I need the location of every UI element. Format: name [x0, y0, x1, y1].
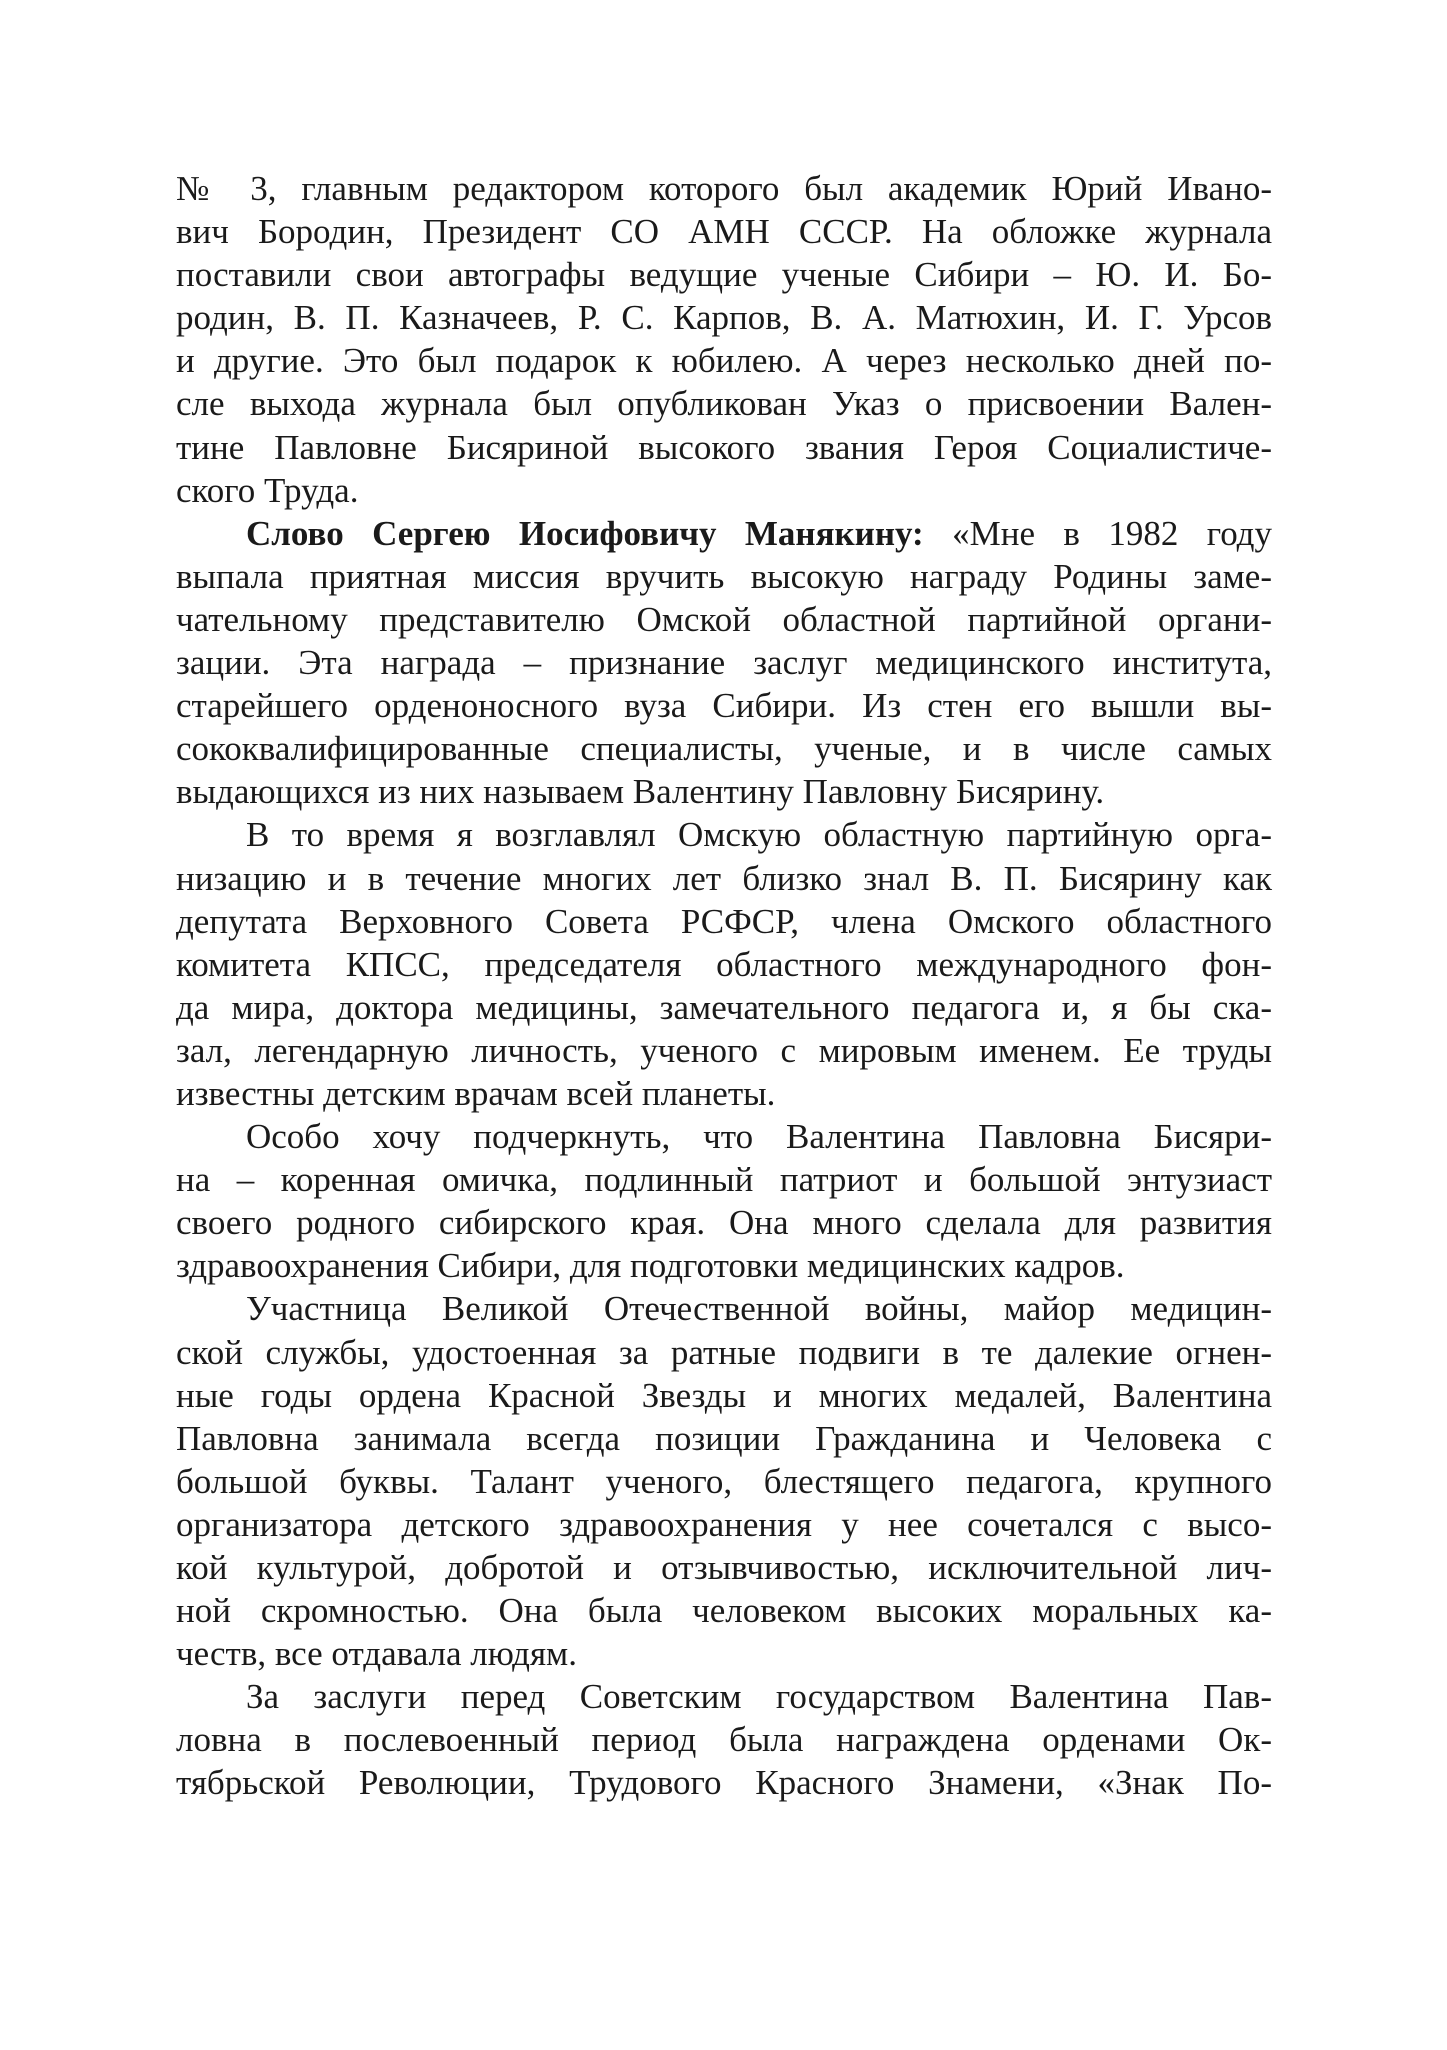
text-line: комитета КПСС, председателя областного международного фон- — [176, 944, 1272, 984]
text-line: тине Павловне Бисяриной высокого звания Героя Социалистиче- — [176, 427, 1272, 467]
paragraph — [176, 1287, 1272, 1675]
text-line: своего родного сибирского края. Она много сделала для развития — [176, 1203, 1272, 1243]
text-line: организатора детского здравоохранения у нее сочетался с высо- — [176, 1504, 1272, 1544]
text-line: и другие. Это был подарок к юбилею. А через несколько дней по- — [176, 341, 1272, 381]
text-line: ловна в послевоенный период была награждена орденами Ок- — [176, 1720, 1272, 1760]
page-text — [176, 167, 1272, 1805]
text-line: зации. Эта награда – признание заслуг медицинского института, — [176, 643, 1272, 683]
paragraph — [176, 813, 1272, 1115]
text-line: ской службы, удостоенная за ратные подвиги в те далекие огнен- — [176, 1332, 1272, 1372]
text-line: на – коренная омичка, подлинный патриот и большой энтузиаст — [176, 1160, 1272, 1200]
paragraph — [176, 1675, 1272, 1804]
text-line: депутата Верховного Совета РСФСР, члена Омского областного — [176, 901, 1272, 941]
text-line: родин, В. П. Казначеев, Р. С. Карпов, В. А. Матюхин, И. Г. Урсов — [176, 298, 1272, 338]
text-line: выдающихся из них называем Валентину Павловну Бисярину. — [176, 772, 1105, 812]
text-line: В то время я возглавлял Омскую областную партийную орга- — [246, 815, 1272, 855]
text-line: Участница Великой Отечественной войны, майор медицин- — [246, 1289, 1272, 1329]
paragraph — [176, 1115, 1272, 1287]
text-line: честв, все отдавала людям. — [176, 1634, 577, 1674]
text-fragment: «Мне в 1982 году — [923, 513, 1272, 553]
text-line: выпала приятная миссия вручить высокую награду Родины заме- — [176, 556, 1272, 596]
text-line: старейшего орденоносного вуза Сибири. Из стен его вышли вы- — [176, 686, 1272, 726]
text-line: большой буквы. Талант ученого, блестящего педагога, крупного — [176, 1461, 1272, 1501]
text-line: ского Труда. — [176, 470, 359, 510]
text-line — [176, 512, 1272, 555]
text-line: здравоохранения Сибири, для подготовки медицинских кадров. — [176, 1246, 1125, 1286]
text-line: известны детским врачам всей планеты. — [176, 1073, 776, 1113]
text-line: Особо хочу подчеркнуть, что Валентина Павловна Бисяри- — [246, 1117, 1272, 1157]
text-line: чательному представителю Омской областной партийной органи- — [176, 599, 1272, 639]
paragraph — [176, 167, 1272, 512]
speaker-name: Слово Сергею Иосифовичу Манякину: — [246, 513, 924, 553]
text-line: ные годы ордена Красной Звезды и многих медалей, Валентина — [176, 1375, 1272, 1415]
text-line: сле выхода журнала был опубликован Указ о присвоении Вален- — [176, 384, 1272, 424]
text-line: поставили свои автографы ведущие ученые Сибири – Ю. И. Бо- — [176, 255, 1272, 295]
text-line: тябрьской Революции, Трудового Красного Знамени, «Знак По- — [176, 1763, 1272, 1803]
paragraph — [176, 512, 1272, 814]
text-line: ной скромностью. Она была человеком высоких моральных ка- — [176, 1591, 1272, 1631]
text-line: кой культурой, добротой и отзывчивостью, исключительной лич- — [176, 1548, 1272, 1587]
text-line: вич Бородин, Президент СО АМН СССР. На обложке журнала — [176, 212, 1272, 252]
text-line: За заслуги перед Советским государством Валентина Пав- — [246, 1677, 1272, 1717]
text-line: да мира, доктора медицины, замечательного педагога и, я бы ска- — [176, 987, 1272, 1027]
text-line: Павловна занимала всегда позиции Гражданина и Человека с — [176, 1418, 1272, 1458]
text-line: низацию и в течение многих лет близко знал В. П. Бисярину как — [176, 858, 1272, 898]
text-line: сококвалифицированные специалисты, ученые, и в числе самых — [176, 729, 1272, 769]
text-line: зал, легендарную личность, ученого с мировым именем. Ее труды — [176, 1030, 1272, 1070]
text-line: № 3, главным редактором которого был академик Юрий Ивано- — [176, 169, 1272, 208]
